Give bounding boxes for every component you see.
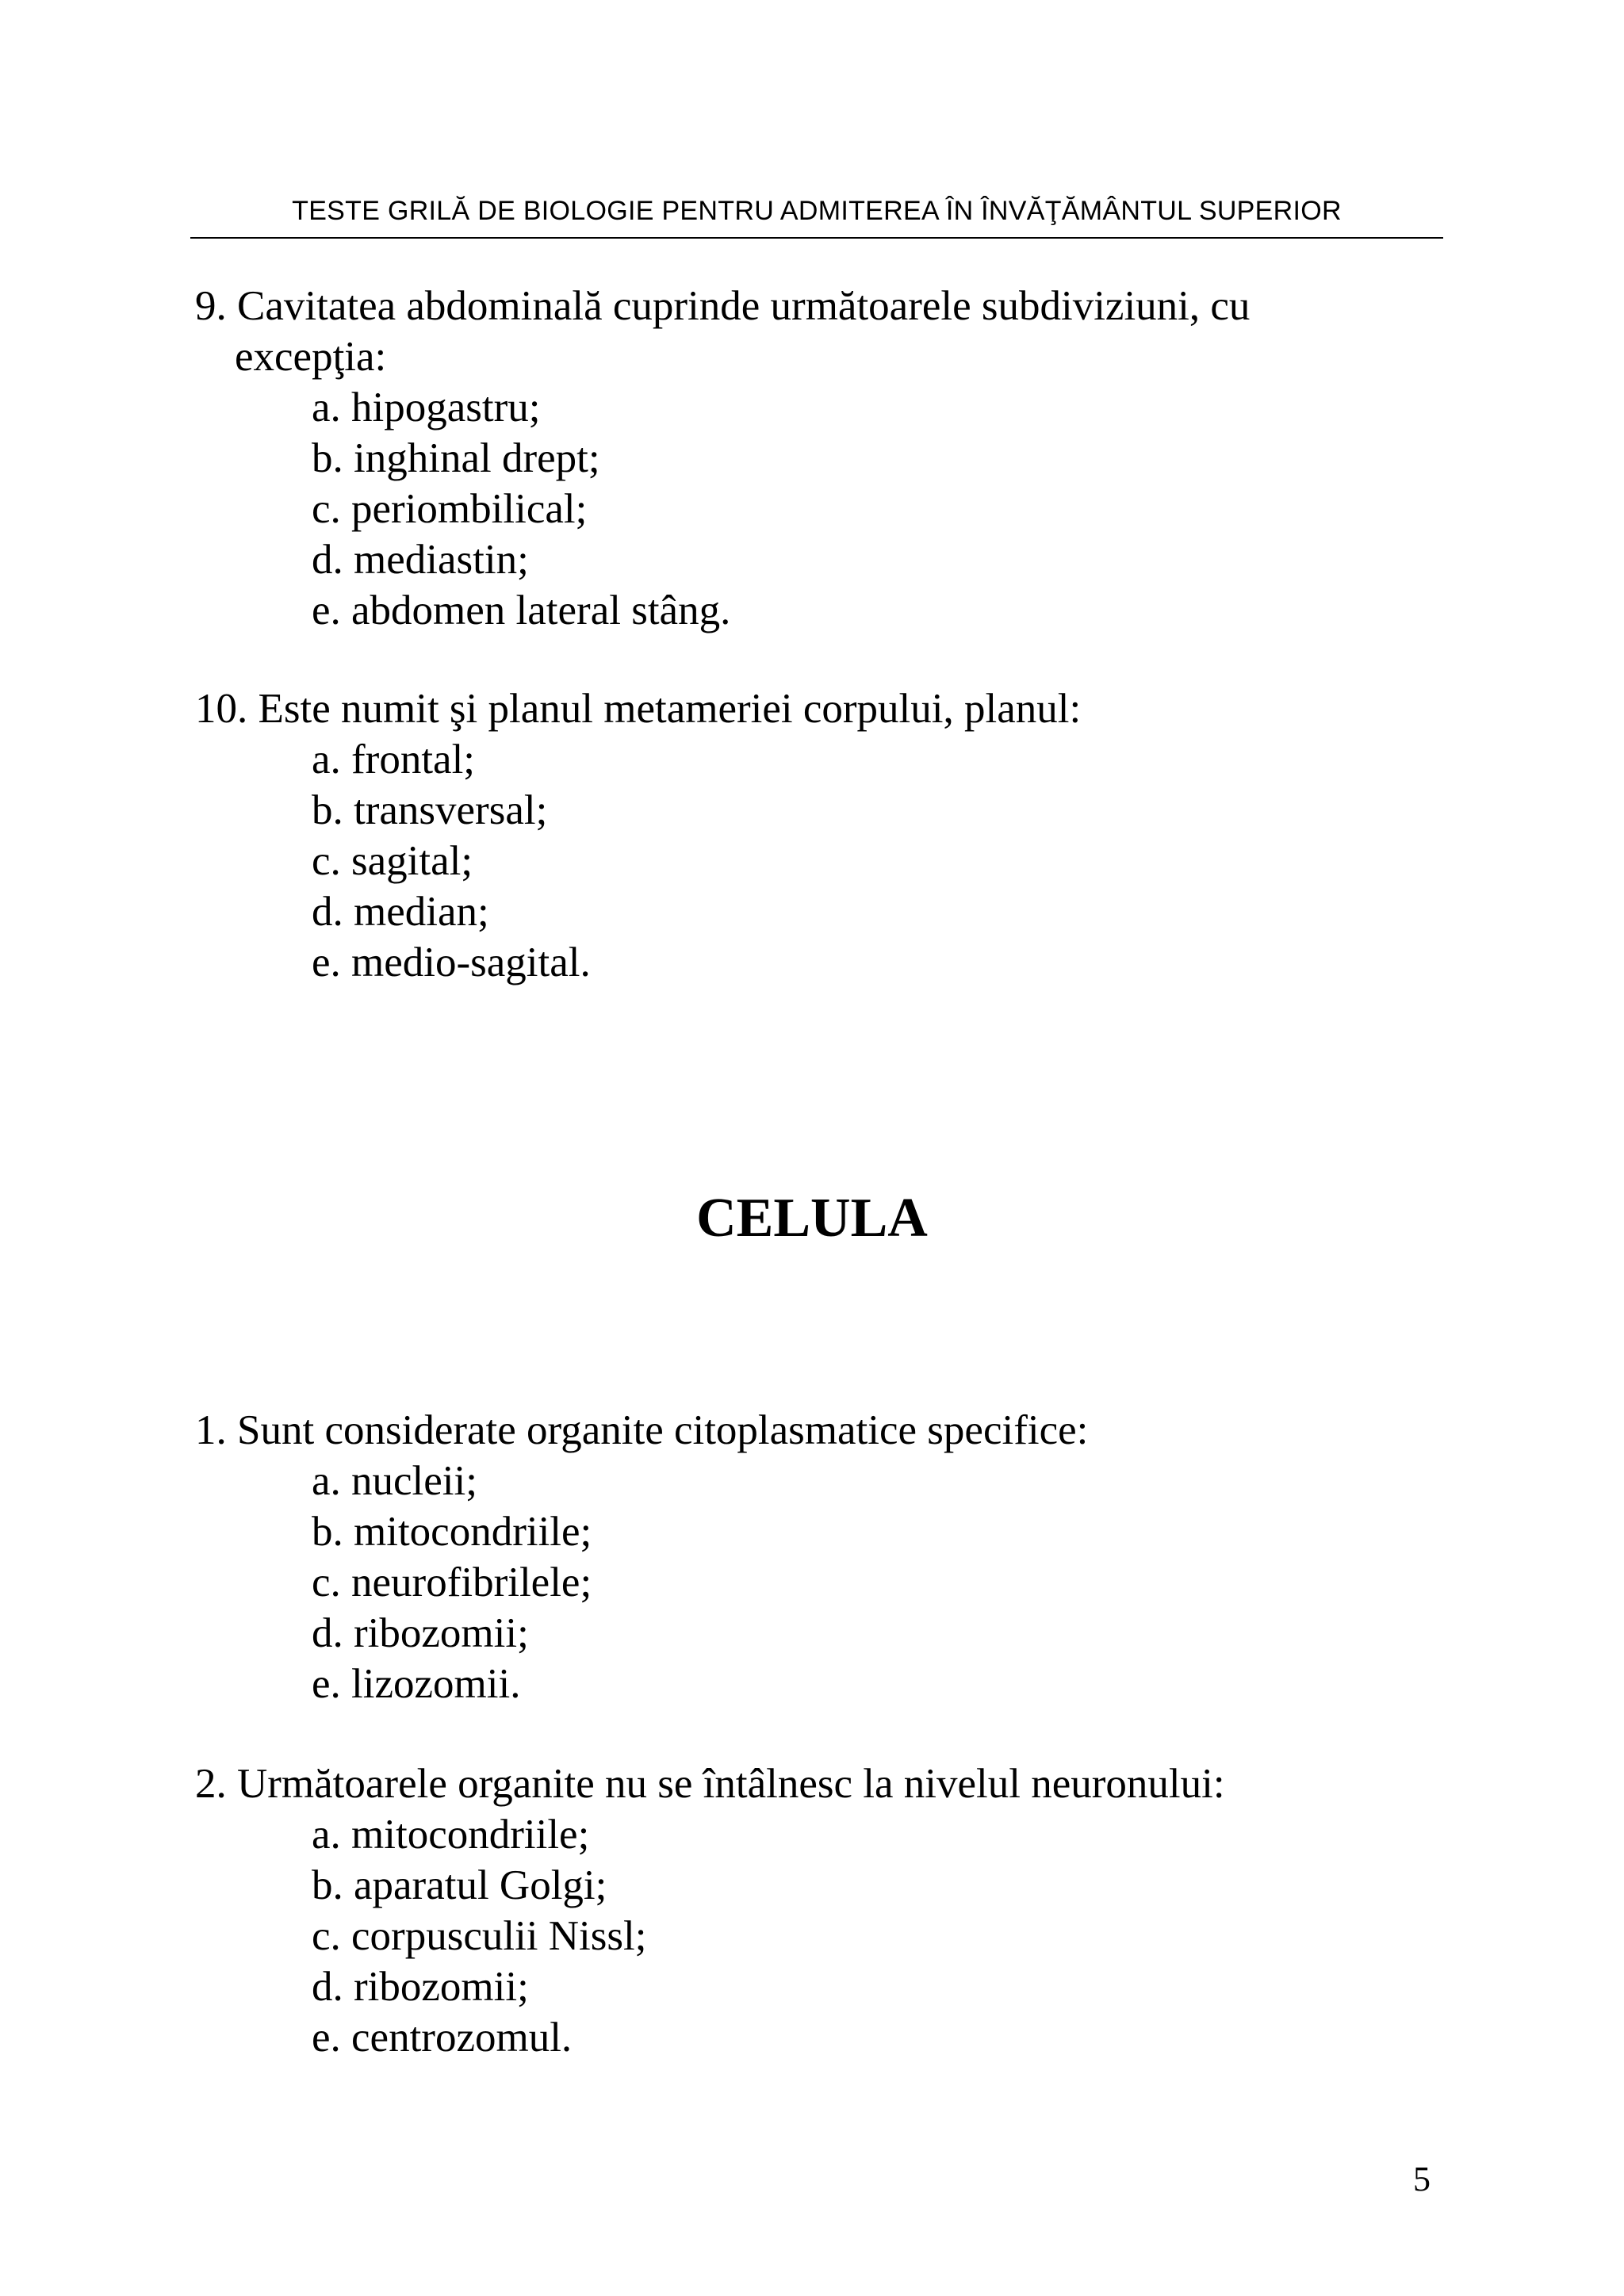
question-10-option-d: d. median;	[312, 889, 489, 935]
question-1-option-e: e. lizozomii.	[312, 1661, 521, 1707]
running-header	[190, 193, 1443, 239]
question-9-text: 9. Cavitatea abdominală cuprinde următoarele subdiviziuni, cu	[195, 283, 1251, 329]
question-9-option-e: e. abdomen lateral stâng.	[312, 587, 731, 633]
running-header-title: TESTE GRILĂ DE BIOLOGIE PENTRU ADMITEREA ÎN ÎNVĂŢĂMÂNTUL SUPERIOR	[292, 196, 1342, 226]
question-1-option-b: b. mitocondriile;	[312, 1509, 592, 1555]
question-1-option-d: d. ribozomii;	[312, 1610, 529, 1656]
section-title: CELULA	[696, 1188, 928, 1249]
question-9-option-a: a. hipogastru;	[312, 385, 541, 430]
question-2-option-a: a. mitocondriile;	[312, 1812, 590, 1858]
question-9-option-d: d. mediastin;	[312, 537, 529, 583]
question-10-option-a: a. frontal;	[312, 737, 476, 783]
question-10-option-b: b. transversal;	[312, 787, 548, 833]
question-2-option-b: b. aparatul Golgi;	[312, 1862, 607, 1908]
question-1-option-c: c. neurofibrilele;	[312, 1559, 592, 1605]
question-9-text-continued: excepţia:	[235, 334, 387, 380]
question-2-option-c: c. corpusculii Nissl;	[312, 1913, 647, 1959]
question-9-option-c: c. periombilical;	[312, 486, 588, 532]
question-2-text: 2. Următoarele organite nu se întâlnesc la nivelul neuronului:	[195, 1761, 1225, 1807]
question-2-option-d: d. ribozomii;	[312, 1964, 529, 2010]
question-9-option-b: b. inghinal drept;	[312, 435, 600, 481]
question-2-option-e: e. centrozomul.	[312, 2015, 573, 2061]
question-10-option-c: c. sagital;	[312, 838, 473, 884]
page-number: 5	[1413, 2160, 1431, 2198]
question-10-text: 10. Este numit şi planul metameriei corpului, planul:	[195, 686, 1082, 732]
question-10-option-e: e. medio-sagital.	[312, 939, 591, 985]
question-1-option-a: a. nucleii;	[312, 1458, 477, 1504]
question-1-text: 1. Sunt considerate organite citoplasmatice specifice:	[195, 1407, 1089, 1453]
